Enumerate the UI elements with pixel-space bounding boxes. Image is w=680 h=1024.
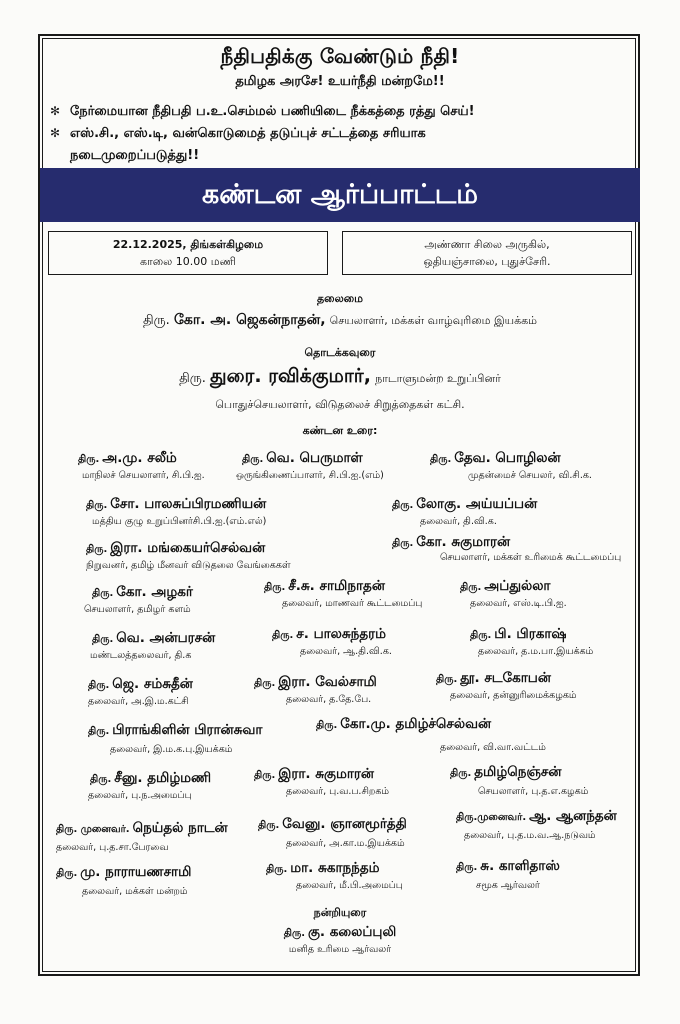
speaker-name bbox=[392, 496, 537, 514]
subline: தமிழக அரசே! உயர்நீதி மன்றமே!! bbox=[235, 74, 445, 89]
speaker-title: திரு. bbox=[272, 630, 294, 641]
speaker-name bbox=[430, 450, 561, 468]
speaker-name bbox=[264, 578, 385, 596]
speaker-title: திரு. bbox=[450, 768, 472, 779]
speaker-role: தலைவர், இ.ம.க.பு.இயக்கம் bbox=[110, 744, 233, 755]
speaker-title: திரு. bbox=[456, 862, 478, 873]
opening-label: தொடக்கவுரை bbox=[304, 346, 376, 359]
speaker-name-text: மா. சுகாநந்தம் bbox=[290, 860, 380, 876]
speaker-name-text: வெ. பெருமாள் bbox=[266, 450, 363, 466]
speaker-role: தலைவர், பு.த.ம.வ.ஆ.நடுவம் bbox=[464, 830, 596, 841]
speaker-title: திரு. bbox=[86, 500, 108, 511]
speaker-role: தலைவர், அ.கா.ம.இயக்கம் bbox=[286, 838, 405, 849]
speaker-name bbox=[436, 670, 551, 688]
speaker-name-text: தேவ. பொழிலன் bbox=[454, 450, 561, 466]
speaker-name-text: வேனு. ஞானமூர்த்தி bbox=[282, 816, 407, 832]
speaker-name bbox=[92, 630, 215, 648]
speaker-name-text: இரா. வேல்சாமி bbox=[278, 674, 377, 690]
speaker-name bbox=[254, 766, 374, 784]
opening-role-2: பொதுச்செயலாளர், விடுதலைச் சிறுத்தைகள் கட்சி. bbox=[215, 398, 465, 411]
demand-2-cont: நடைமுறைப்படுத்து!! bbox=[70, 148, 200, 163]
speaker-role: தலைவர், தி.வி.க. bbox=[420, 516, 497, 527]
speaker-name bbox=[266, 860, 380, 878]
speaker-title: திரு. bbox=[264, 582, 286, 593]
asterisk-icon: ✻ bbox=[50, 104, 61, 118]
speaker-name bbox=[86, 540, 265, 558]
speaker-role: ஒருங்கிணைப்பாளர், சி.பி.ஐ.(எம்) bbox=[236, 470, 384, 481]
speaker-title: திரு. bbox=[254, 678, 276, 689]
speaker-name bbox=[258, 816, 407, 834]
speaker-title: திரு. bbox=[88, 680, 110, 691]
speaker-title: திரு. bbox=[392, 538, 414, 549]
speaker-name-text: பி. பிரகாஷ் bbox=[494, 626, 567, 642]
headline: நீதிபதிக்கு வேண்டும் நீதி! bbox=[220, 44, 460, 68]
speaker-role: தலைவர், வி.வா.வட்டம் bbox=[440, 742, 546, 753]
speaker-name-text: நெய்தல் நாடன் bbox=[132, 820, 228, 836]
speaker-name-text: சீ.சு. சாமிநாதன் bbox=[288, 578, 385, 594]
speaker-role: செயலாளர், தமிழர் களம் bbox=[84, 604, 191, 615]
speaker-role: நிறுவனர், தமிழ் மீனவர் விடுதலை வேங்கைகள் bbox=[86, 560, 291, 571]
event-time: காலை 10.00 மணி bbox=[139, 255, 237, 268]
opening-line: திரு. துரை. ரவிக்குமார், நாடாளுமன்ற உறுப்பினர் bbox=[179, 365, 501, 387]
speaker-role: செயலாளர், பு.த.எ.கழகம் bbox=[478, 786, 589, 797]
speaker-name bbox=[470, 626, 567, 644]
speaker-role: செயலாளர், மக்கள் உரிமைக் கூட்டமைப்பு bbox=[440, 552, 622, 563]
presiding-label: தலைமை bbox=[317, 292, 363, 305]
speaker-name bbox=[56, 820, 228, 838]
speaker-name-text: கோ. சுகுமாரன் bbox=[416, 534, 511, 550]
speaker-name-text: சோ. பாலசுப்பிரமணியன் bbox=[110, 496, 267, 512]
thanks-name-line: திரு. கு. கலைப்புலி bbox=[283, 924, 397, 940]
speaker-name-text: தூ. சடகோபன் bbox=[460, 670, 551, 686]
speaker-name bbox=[92, 584, 193, 602]
speaker-name-text: சீனு. தமிழ்மணி bbox=[114, 770, 212, 786]
speaker-name bbox=[460, 578, 551, 596]
speaker-role: முதன்மைச் செயலர், வி.சி.க. bbox=[468, 470, 592, 481]
speaker-name bbox=[450, 764, 561, 782]
asterisk-icon: ✻ bbox=[50, 126, 61, 140]
speaker-role: தலைவர், அ.இ.ம.கட்சி bbox=[88, 696, 189, 707]
speaker-title: திரு. bbox=[258, 820, 280, 831]
speaker-name-text: இரா. மங்கையர்செல்வன் bbox=[110, 540, 266, 556]
demand-2: ✻ எஸ்.சி., எஸ்.டி, வன்கொடுமைத் தடுப்புச் சட்டத்தை சரியாக bbox=[50, 126, 426, 141]
speaker-title: திரு.முனைவர். bbox=[456, 812, 527, 823]
speaker-role: மண்டலத்தலைவர், தி.க bbox=[90, 650, 192, 661]
speaker-role: தலைவர், மாணவர் கூட்டமைப்பு bbox=[282, 598, 423, 609]
speaker-title: திரு. bbox=[430, 454, 452, 465]
speaker-role: தலைவர், த.ம.பா.இயக்கம் bbox=[478, 646, 594, 657]
speaker-title: திரு. bbox=[78, 454, 100, 465]
speaker-role: தலைவர், மீ.பி.அமைப்பு bbox=[296, 880, 403, 891]
speaker-role: தலைவர், எஸ்.டி.பி.ஐ. bbox=[470, 598, 567, 609]
speaker-title: திரு. bbox=[436, 674, 458, 685]
speaker-name-text: பிராங்கிளின் பிரான்சுவா bbox=[112, 722, 263, 738]
speaker-role: தலைவர், த.தே.பே. bbox=[286, 694, 372, 705]
speaker-title: திரு. bbox=[254, 770, 276, 781]
speaker-title: திரு. bbox=[316, 720, 338, 731]
speaker-name-text: ச. பாலசுந்தரம் bbox=[296, 626, 386, 642]
speaker-name-text: மு. நாராயணசாமி bbox=[80, 864, 192, 880]
speakers-label: கண்டன உரை: bbox=[302, 424, 378, 437]
speaker-title: திரு. bbox=[90, 774, 112, 785]
speaker-role: சமூக ஆர்வலர் bbox=[476, 880, 540, 891]
speaker-name bbox=[254, 674, 377, 692]
speaker-name bbox=[456, 808, 617, 826]
speaker-role: மாநிலச் செயலாளர், சி.பி.ஐ. bbox=[82, 470, 205, 481]
presiding-line: திரு. கோ. அ. ஜெகன்நாதன், செயலாளர், மக்கள் வாழ்வுரிமை இயக்கம் bbox=[142, 312, 538, 328]
thanks-role: மனித உரிமை ஆர்வலர் bbox=[288, 944, 392, 955]
venue-line-1: அண்ணா சிலை அருகில், bbox=[424, 238, 550, 251]
speaker-name bbox=[86, 496, 266, 514]
speaker-name-text: லோகு. அய்யப்பன் bbox=[416, 496, 538, 512]
speaker-name bbox=[272, 626, 386, 644]
speaker-name-text: வெ. அன்பரசன் bbox=[116, 630, 216, 646]
speaker-name-text: கோ. அழகர் bbox=[116, 584, 193, 600]
venue-line-2: ஒதியஞ்சாலை, புதுச்சேரி. bbox=[423, 255, 551, 268]
event-date: 22.12.2025, திங்கள்கிழமை bbox=[112, 238, 264, 251]
speaker-name bbox=[78, 450, 177, 468]
speaker-name-text: ஆ. ஆனந்தன் bbox=[529, 808, 617, 824]
speaker-title: திரு. bbox=[56, 868, 78, 879]
speaker-name-text: சு. காளிதாஸ் bbox=[480, 858, 560, 874]
speaker-role: மத்திய குழு உறுப்பினர்சி.பி.ஐ.(எம்.எல்) bbox=[92, 516, 267, 527]
speaker-name bbox=[56, 864, 191, 882]
speaker-name-text: ஜெ. சம்சுதீன் bbox=[112, 676, 193, 692]
speaker-role: தலைவர், பு.வ.ப.சிறகம் bbox=[286, 786, 390, 797]
speaker-title: திரு. bbox=[88, 726, 110, 737]
speaker-title: திரு. முனைவர். bbox=[56, 824, 130, 835]
speaker-title: திரு. bbox=[92, 588, 114, 599]
speaker-name-text: அப்துல்லா bbox=[484, 578, 551, 594]
speaker-name-text: அ.மு. சலீம் bbox=[102, 450, 177, 466]
speaker-name-text: இரா. சுகுமாரன் bbox=[278, 766, 374, 782]
speaker-title: திரு. bbox=[242, 454, 264, 465]
venue-box bbox=[342, 231, 632, 275]
speaker-name-text: கோ.மு. தமிழ்ச்செல்வன் bbox=[340, 716, 492, 732]
date-time-box bbox=[48, 231, 328, 275]
speaker-name bbox=[456, 858, 560, 876]
speaker-title: திரு. bbox=[392, 500, 414, 511]
speaker-name bbox=[88, 722, 262, 740]
speaker-role: தலைவர், தன்னுரிமைக்கழகம் bbox=[450, 690, 577, 701]
speaker-name bbox=[242, 450, 363, 468]
speaker-name bbox=[392, 534, 510, 552]
speaker-role: தலைவர், ஆ.தி.வி.க. bbox=[300, 646, 392, 657]
thanks-label: நன்றியுரை bbox=[313, 906, 367, 919]
speaker-title: திரு. bbox=[470, 630, 492, 641]
speaker-role: தலைவர், பு.த.சா.பேரவை bbox=[56, 842, 169, 853]
speaker-name-text: தமிழ்நெஞ்சன் bbox=[474, 764, 562, 780]
speaker-title: திரு. bbox=[86, 544, 108, 555]
speaker-role: தலைவர், பு.ந.அமைப்பு bbox=[88, 790, 192, 801]
speaker-title: திரு. bbox=[266, 864, 288, 875]
speaker-name bbox=[90, 770, 211, 788]
speaker-title: திரு. bbox=[460, 582, 482, 593]
speaker-role: தலைவர், மக்கள் மன்றம் bbox=[82, 886, 188, 897]
banner-title: கண்டன ஆர்ப்பாட்டம் bbox=[40, 168, 640, 222]
speaker-title: திரு. bbox=[92, 634, 114, 645]
demand-1: ✻ நேர்மையான நீதிபதி ப.உ.செம்மல் பணியிடை நீக்கத்தை ரத்து செய்! bbox=[50, 104, 475, 119]
speaker-name bbox=[316, 716, 491, 734]
speaker-name bbox=[88, 676, 193, 694]
